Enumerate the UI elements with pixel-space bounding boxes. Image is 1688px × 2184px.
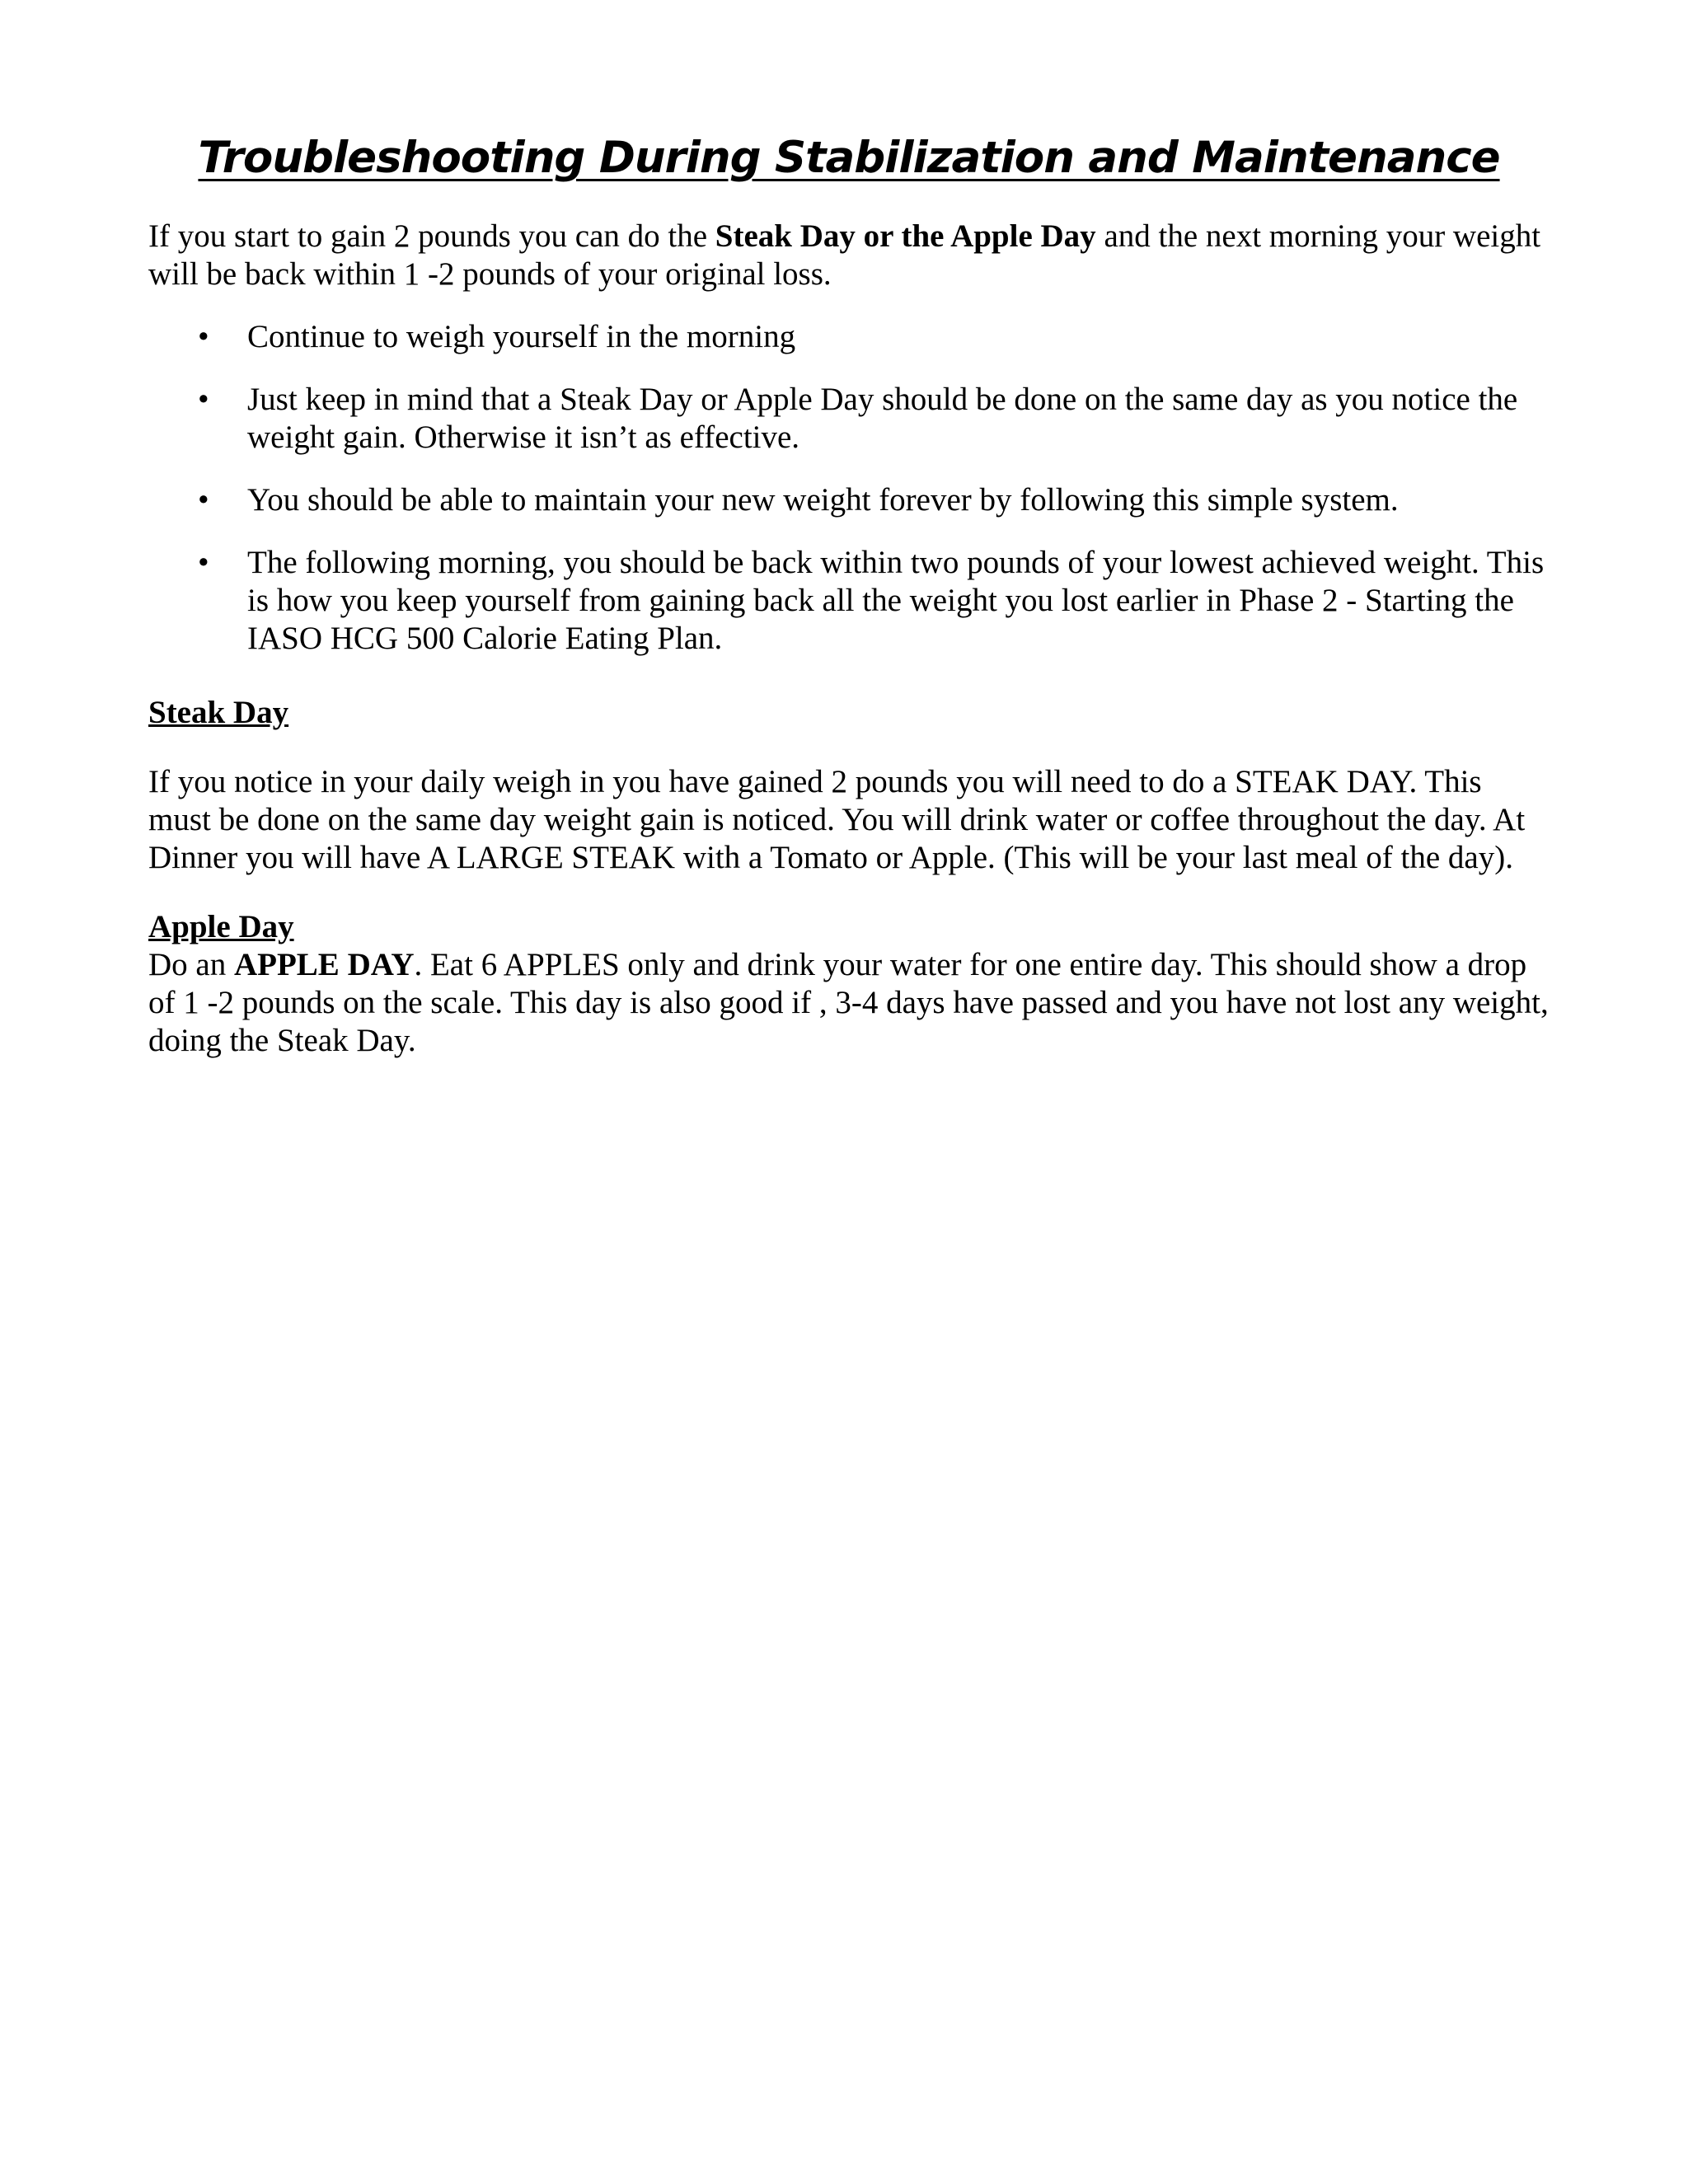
intro-text-start: If you start to gain 2 pounds you can do the	[148, 218, 715, 254]
list-item	[148, 481, 1550, 519]
bullet-icon: •	[198, 481, 209, 518]
apple-day-paragraph	[148, 946, 1550, 1060]
apple-day-text-end: . Eat 6 APPLES only and drink your water for one entire day. This should show a drop of 1 -2 pounds on the scale. This day is also good if , 3-4 days have passed and you have not lost any weight, doing the Steak Day.	[148, 946, 1549, 1058]
bullet-icon: •	[198, 381, 209, 417]
steak-day-heading: Steak Day	[148, 694, 289, 730]
bullet-icon: •	[198, 318, 209, 354]
list-item-text: Continue to weigh yourself in the morning	[247, 318, 796, 354]
document-page	[148, 132, 1550, 1060]
intro-text-end: and the next morning your weight will be back within 1 -2 pounds of your original loss.	[148, 218, 1541, 292]
list-item-text: You should be able to maintain your new weight forever by following this simple system.	[247, 481, 1399, 518]
apple-day-text-start: Do an	[148, 946, 234, 982]
apple-day-heading: Apple Day	[148, 908, 294, 944]
apple-day-bold-text: APPLE DAY	[233, 946, 415, 982]
list-item-text: Just keep in mind that a Steak Day or Apple Day should be done on the same day as you notice the weight gain. Otherwise it isn’t as effective.	[247, 381, 1518, 455]
steak-day-paragraph: If you notice in your daily weigh in you have gained 2 pounds you will need to do a STEAK DAY. This must be done on the same day weight gain is noticed. You will drink water or coffee throughout the day. At Dinner you will have A LARGE STEAK with a Tomato or Apple. (This will be your last meal of the day).	[148, 763, 1526, 875]
list-item-text: The following morning, you should be back within two pounds of your lowest achieved weight. This is how you keep yourself from gaining back all the weight you lost earlier in Phase 2 - Starting the IASO HCG 500 Calorie Eating Plan.	[247, 544, 1545, 656]
intro-bold-text: Steak Day or the Apple Day	[715, 218, 1096, 254]
tips-list	[148, 318, 1550, 658]
page-title: Troubleshooting During Stabilization and Maintenance	[198, 133, 1500, 183]
list-item	[148, 318, 1550, 356]
list-item	[148, 544, 1550, 658]
bullet-icon: •	[198, 544, 209, 580]
intro-paragraph	[148, 218, 1550, 293]
list-item	[148, 381, 1550, 457]
